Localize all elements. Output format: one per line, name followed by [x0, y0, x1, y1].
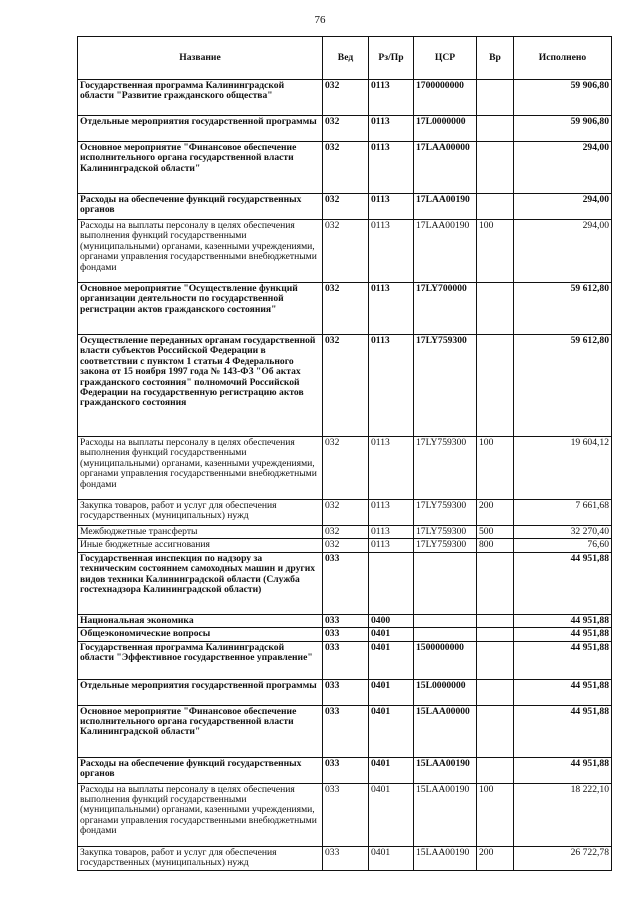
cell-name: Государственная программа Калининградской области "Развитие гражданского общества" — [78, 80, 323, 116]
cell-vr: 100 — [477, 437, 514, 500]
cell-csr: 1700000000 — [414, 80, 477, 116]
cell-name: Основное мероприятие "Финансовое обеспечение исполнительного органа государственной власти Калининградской области" — [78, 142, 323, 194]
cell-vr — [477, 552, 514, 614]
cell-vr — [477, 628, 514, 641]
cell-csr — [414, 628, 477, 641]
cell-amount: 44 951,88 — [514, 705, 612, 757]
table-row — [78, 783, 612, 846]
table-row — [78, 526, 612, 539]
budget-table — [77, 36, 612, 871]
cell-name: Основное мероприятие "Финансовое обеспечение исполнительного органа государственной власти Калининградской области" — [78, 705, 323, 757]
cell-ved: 033 — [323, 552, 369, 614]
cell-ved: 033 — [323, 628, 369, 641]
cell-vr: 200 — [477, 500, 514, 526]
header-vr: Вр — [477, 37, 514, 80]
header-amount: Исполнено — [514, 37, 612, 80]
cell-csr: 17LY759300 — [414, 335, 477, 437]
cell-ved: 033 — [323, 846, 369, 870]
cell-vr — [477, 194, 514, 220]
cell-name: Осуществление переданных органам государственной власти субъектов Российской Федерации в соответствии с пунктом 1 статьи 4 Федерального закона от 15 ноября 1997 года № 143-ФЗ "Об актах гражданского состояния" полномочий Российской Федерации на государственную регистрацию актов гражданского состояния — [78, 335, 323, 437]
table-row — [78, 757, 612, 783]
cell-ved: 032 — [323, 142, 369, 194]
table-row — [78, 539, 612, 552]
cell-vr — [477, 641, 514, 679]
cell-ved: 032 — [323, 194, 369, 220]
table-row — [78, 220, 612, 283]
cell-name: Расходы на выплаты персоналу в целях обеспечения выполнения функций государственными (муниципальными) органами, казенными учреждениями, органами управления государственными внебюджетными фондами — [78, 783, 323, 846]
cell-rzpr: 0113 — [369, 194, 414, 220]
cell-rzpr: 0113 — [369, 335, 414, 437]
cell-csr: 15LAA00000 — [414, 705, 477, 757]
cell-amount: 7 661,68 — [514, 500, 612, 526]
cell-amount: 19 604,12 — [514, 437, 612, 500]
header-name: Название — [78, 37, 323, 80]
cell-name: Основное мероприятие "Осуществление функций организации деятельности по государственной регистрации актов гражданского состояния" — [78, 283, 323, 335]
cell-rzpr: 0113 — [369, 500, 414, 526]
cell-name: Отдельные мероприятия государственной программы — [78, 116, 323, 142]
cell-vr — [477, 80, 514, 116]
cell-ved: 033 — [323, 679, 369, 705]
cell-ved: 033 — [323, 641, 369, 679]
cell-csr: 17LAA00000 — [414, 142, 477, 194]
cell-amount: 59 612,80 — [514, 283, 612, 335]
cell-csr: 17LAA00190 — [414, 220, 477, 283]
header-rzpr: Рз/Пр — [369, 37, 414, 80]
cell-csr: 17L0000000 — [414, 116, 477, 142]
table-row — [78, 614, 612, 627]
cell-name: Расходы на обеспечение функций государственных органов — [78, 757, 323, 783]
cell-ved: 033 — [323, 757, 369, 783]
cell-csr — [414, 552, 477, 614]
cell-csr: 1500000000 — [414, 641, 477, 679]
table-row — [78, 437, 612, 500]
table-row — [78, 705, 612, 757]
cell-ved: 032 — [323, 116, 369, 142]
cell-name: Расходы на обеспечение функций государственных органов — [78, 194, 323, 220]
cell-vr — [477, 116, 514, 142]
cell-amount: 294,00 — [514, 142, 612, 194]
cell-amount: 44 951,88 — [514, 679, 612, 705]
cell-vr: 100 — [477, 783, 514, 846]
cell-name: Расходы на выплаты персоналу в целях обеспечения выполнения функций государственными (муниципальными) органами, казенными учреждениями, органами управления государственными внебюджетными фондами — [78, 437, 323, 500]
cell-amount: 32 270,40 — [514, 526, 612, 539]
cell-name: Общеэкономические вопросы — [78, 628, 323, 641]
cell-amount: 26 722,78 — [514, 846, 612, 870]
cell-vr: 200 — [477, 846, 514, 870]
cell-vr — [477, 335, 514, 437]
cell-ved: 032 — [323, 526, 369, 539]
cell-name: Национальная экономика — [78, 614, 323, 627]
cell-vr — [477, 679, 514, 705]
cell-amount: 294,00 — [514, 220, 612, 283]
cell-amount: 44 951,88 — [514, 628, 612, 641]
cell-amount: 44 951,88 — [514, 757, 612, 783]
cell-rzpr: 0401 — [369, 679, 414, 705]
cell-name: Закупка товаров, работ и услуг для обеспечения государственных (муниципальных) нужд — [78, 846, 323, 870]
table-header-row — [78, 37, 612, 80]
cell-amount: 44 951,88 — [514, 614, 612, 627]
cell-csr: 17LY759300 — [414, 500, 477, 526]
cell-rzpr: 0401 — [369, 628, 414, 641]
table-row — [78, 142, 612, 194]
cell-vr: 100 — [477, 220, 514, 283]
table-row — [78, 679, 612, 705]
cell-ved: 032 — [323, 283, 369, 335]
cell-rzpr: 0113 — [369, 80, 414, 116]
cell-amount: 59 906,80 — [514, 80, 612, 116]
cell-ved: 033 — [323, 705, 369, 757]
table-row — [78, 283, 612, 335]
cell-rzpr: 0113 — [369, 220, 414, 283]
cell-csr — [414, 614, 477, 627]
cell-vr — [477, 614, 514, 627]
table-row — [78, 846, 612, 870]
cell-rzpr: 0113 — [369, 437, 414, 500]
table-row — [78, 335, 612, 437]
cell-vr — [477, 142, 514, 194]
cell-rzpr: 0401 — [369, 783, 414, 846]
page-number: 76 — [314, 14, 326, 26]
cell-ved: 032 — [323, 220, 369, 283]
cell-rzpr: 0113 — [369, 116, 414, 142]
cell-csr: 17LY759300 — [414, 526, 477, 539]
cell-rzpr: 0401 — [369, 757, 414, 783]
cell-ved: 032 — [323, 539, 369, 552]
cell-ved: 032 — [323, 500, 369, 526]
header-ved: Вед — [323, 37, 369, 80]
cell-rzpr: 0401 — [369, 641, 414, 679]
cell-amount: 18 222,10 — [514, 783, 612, 846]
cell-csr: 17LAA00190 — [414, 194, 477, 220]
cell-csr: 17LY759300 — [414, 539, 477, 552]
cell-csr: 15LAA00190 — [414, 846, 477, 870]
cell-amount: 59 906,80 — [514, 116, 612, 142]
cell-name: Межбюджетные трансферты — [78, 526, 323, 539]
header-csr: ЦСР — [414, 37, 477, 80]
cell-csr: 17LY759300 — [414, 437, 477, 500]
cell-amount: 76,60 — [514, 539, 612, 552]
cell-name: Отдельные мероприятия государственной программы — [78, 679, 323, 705]
cell-csr: 17LY700000 — [414, 283, 477, 335]
cell-name: Государственная инспекция по надзору за техническим состоянием самоходных машин и других видов техники Калининградской области (Служба гостехнадзора Калининградской области) — [78, 552, 323, 614]
cell-rzpr: 0113 — [369, 283, 414, 335]
cell-amount: 44 951,88 — [514, 552, 612, 614]
cell-rzpr: 0113 — [369, 526, 414, 539]
cell-amount: 44 951,88 — [514, 641, 612, 679]
cell-ved: 032 — [323, 335, 369, 437]
cell-name: Закупка товаров, работ и услуг для обеспечения государственных (муниципальных) нужд — [78, 500, 323, 526]
cell-rzpr: 0400 — [369, 614, 414, 627]
cell-rzpr: 0401 — [369, 705, 414, 757]
cell-csr: 15L0000000 — [414, 679, 477, 705]
table-row — [78, 194, 612, 220]
table-row — [78, 628, 612, 641]
cell-rzpr: 0401 — [369, 846, 414, 870]
cell-rzpr: 0113 — [369, 539, 414, 552]
table-row — [78, 80, 612, 116]
cell-vr: 500 — [477, 526, 514, 539]
cell-rzpr: 0113 — [369, 142, 414, 194]
table-row — [78, 116, 612, 142]
cell-vr — [477, 283, 514, 335]
cell-ved: 032 — [323, 80, 369, 116]
cell-ved: 033 — [323, 614, 369, 627]
cell-ved: 032 — [323, 437, 369, 500]
table-row — [78, 500, 612, 526]
cell-name: Иные бюджетные ассигнования — [78, 539, 323, 552]
cell-vr — [477, 705, 514, 757]
cell-csr: 15LAA00190 — [414, 783, 477, 846]
cell-rzpr — [369, 552, 414, 614]
cell-vr: 800 — [477, 539, 514, 552]
table-row — [78, 552, 612, 614]
cell-name: Расходы на выплаты персоналу в целях обеспечения выполнения функций государственными (муниципальными) органами, казенными учреждениями, органами управления государственными внебюджетными фондами — [78, 220, 323, 283]
cell-ved: 033 — [323, 783, 369, 846]
cell-amount: 59 612,80 — [514, 335, 612, 437]
cell-amount: 294,00 — [514, 194, 612, 220]
cell-name: Государственная программа Калининградской области "Эффективное государственное управление" — [78, 641, 323, 679]
table-row — [78, 641, 612, 679]
cell-vr — [477, 757, 514, 783]
cell-csr: 15LAA00190 — [414, 757, 477, 783]
